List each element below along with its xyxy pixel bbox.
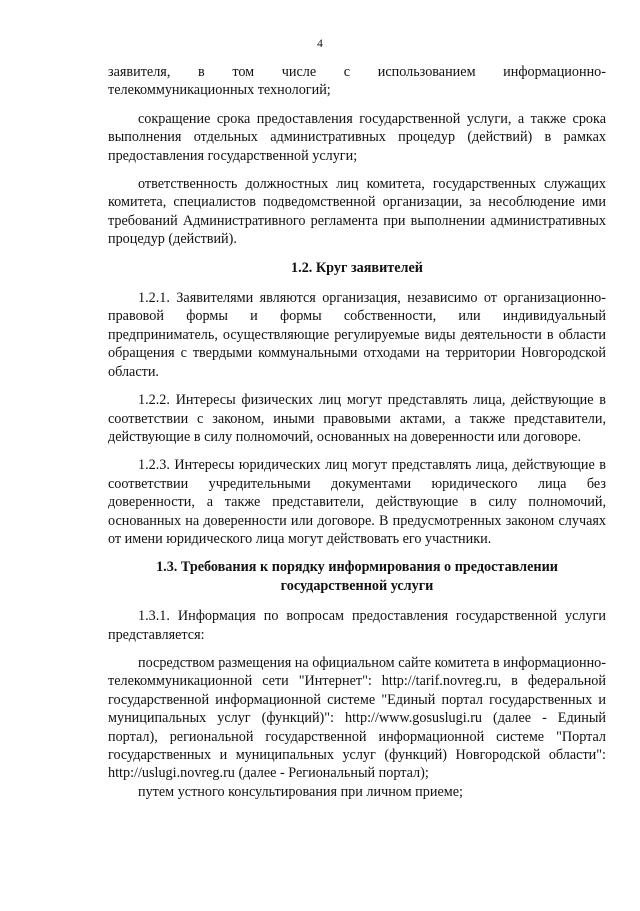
paragraph: ответственность должностных лиц комитета, государственных служащих комитета, специалистов подведомственной организации, за несоблюдение ими требований Административного регламента при выполнении административных процедур (действий). bbox=[108, 176, 606, 248]
page-number: 4 bbox=[317, 38, 323, 50]
paragraph: сокращение срока предоставления государственной услуги, а также срока выполнения отдельных административных процедур (действий) в рамках предоставления государственной услуги; bbox=[108, 110, 606, 164]
paragraph: 1.2.2. Интересы физических лиц могут представлять лица, действующие в соответствии с законом, иными правовыми актами, а также представители, действующие в силу полномочий, основанных на доверенности или договоре. bbox=[108, 392, 606, 445]
paragraph: посредством размещения на официальном сайте комитета в информационно-телекоммуникационной сети "Интернет": http://tarif.novreg.ru, в федеральной государственной информационной системе "Единый портал государственных и муниципальных услуг (функций)": http://www.gosuslugi.ru (далее - Единый портал), региональной государственной информационной системе "Портал государственных и муниципальных услуг (функций) Новгородской области": http://uslugi.novreg.ru (далее - Региональный портал); bbox=[108, 654, 606, 782]
paragraph: 1.3.1. Информация по вопросам предоставления государственной услуги представляется: bbox=[108, 608, 606, 643]
paragraph: путем устного консультирования при личном приеме; bbox=[138, 783, 463, 800]
section-heading-1-2: 1.2. Круг заявителей bbox=[291, 259, 423, 276]
section-heading-line: 1.3. Требования к порядку информирования о предоставлении bbox=[156, 559, 558, 576]
paragraph: 1.2.1. Заявителями являются организация, независимо от организационно-правовой формы и формы собственности, или индивидуальный предприниматель, осуществляющие регулируемые виды деятельности в области обращения с твердыми коммунальными отходами на территории Новгородской области. bbox=[108, 290, 606, 380]
paragraph: 1.2.3. Интересы юридических лиц могут представлять лица, действующие в соответствии учредительными документами юридического лица без доверенности, а также представители, действующие в силу полномочий, основанных на доверенности или договоре. В предусмотренных законом случаях от имени юридического лица могут действовать его участники. bbox=[108, 457, 606, 547]
document-body bbox=[108, 63, 606, 811]
section-heading-line: государственной услуги bbox=[280, 577, 434, 594]
section-heading-1-3 bbox=[108, 558, 606, 595]
paragraph: заявителя, в том числе с использованием информационно-телекоммуникационных технологий; bbox=[108, 64, 606, 99]
